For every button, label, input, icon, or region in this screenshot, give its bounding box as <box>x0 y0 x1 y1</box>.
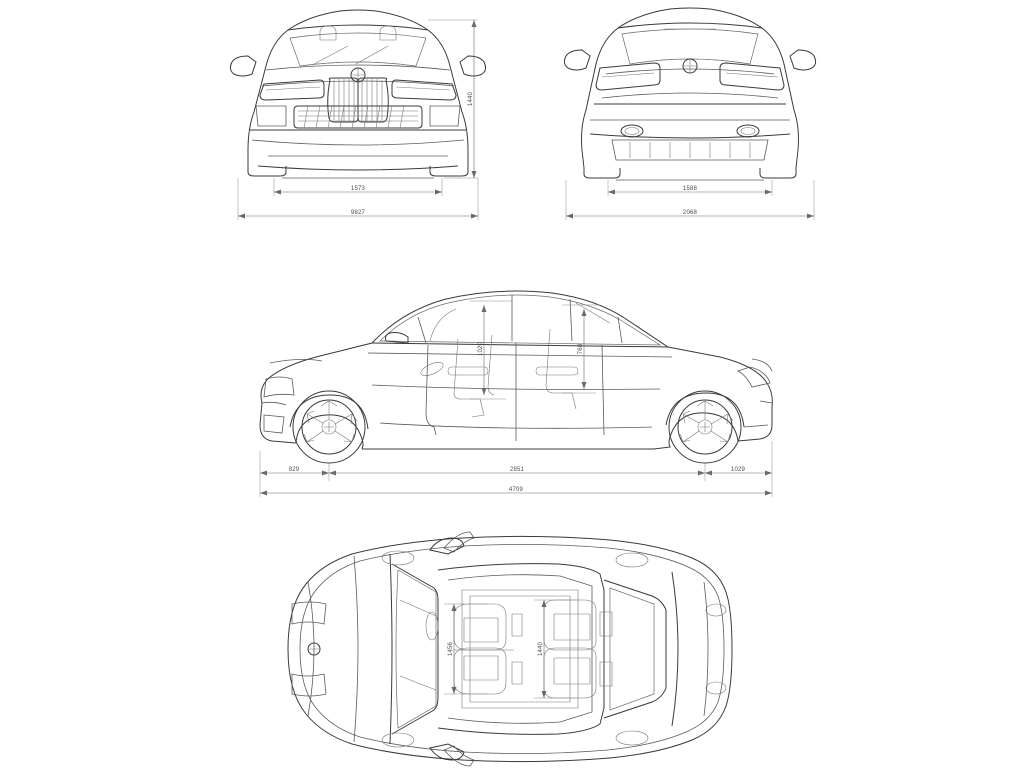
dim-wheelbase: 2851 <box>509 467 525 473</box>
dim-rear-shoulder-room: 1440 <box>538 641 544 657</box>
dim-overall-length: 4709 <box>508 487 524 493</box>
rear-view <box>560 0 820 230</box>
dim-front-headroom: 1020 <box>478 341 484 357</box>
dim-rear-overhang: 1029 <box>730 467 746 473</box>
dim-rear-headroom: 760 <box>578 343 584 355</box>
dim-front-overhang: 829 <box>288 467 300 473</box>
dim-front-track: 1573 <box>350 186 366 192</box>
top-view <box>248 530 768 768</box>
side-view <box>240 275 800 510</box>
dim-front-width-mirrors: 9827 <box>350 210 366 216</box>
dim-rear-width-mirrors: 2068 <box>682 210 698 216</box>
front-view <box>228 0 488 230</box>
dim-front-shoulder-room: 1456 <box>448 641 454 657</box>
dim-front-height: 1440 <box>468 91 474 107</box>
dim-rear-track: 1588 <box>682 186 698 192</box>
